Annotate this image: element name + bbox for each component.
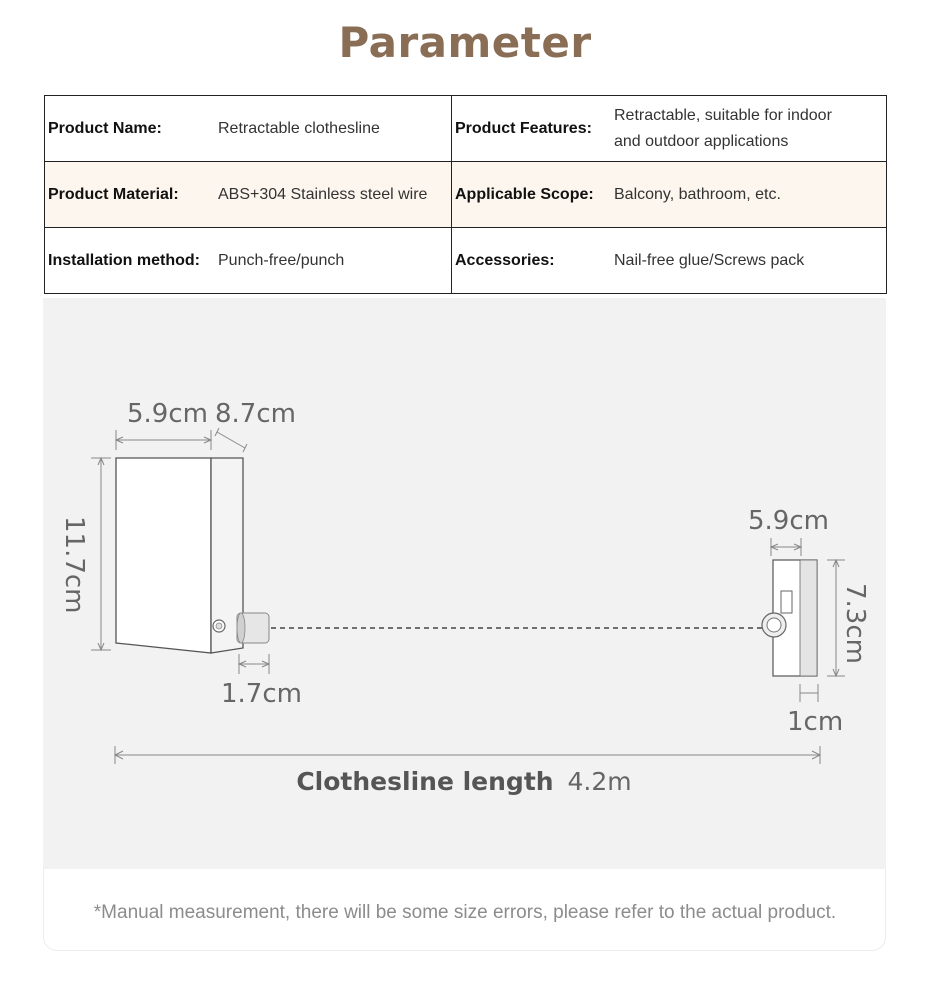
product-features-label: Product Features: bbox=[455, 119, 592, 137]
product-features-line2: and outdoor applications bbox=[614, 132, 789, 150]
table-row bbox=[45, 228, 887, 294]
installation-method-value: Punch-free/punch bbox=[218, 251, 345, 269]
hook-fixture bbox=[762, 560, 817, 676]
main-depth-label: 8.7cm bbox=[215, 399, 296, 429]
accessories-value: Nail-free glue/Screws pack bbox=[614, 251, 805, 269]
measurement-note: *Manual measurement, there will be some size errors, please refer to the actual product. bbox=[93, 902, 837, 923]
knob-width-dimension bbox=[239, 654, 269, 674]
main-width-label: 5.9cm bbox=[127, 399, 208, 429]
product-material-value: ABS+304 Stainless steel wire bbox=[218, 185, 428, 203]
length-caption: Clothesline length bbox=[296, 767, 554, 796]
table-cell bbox=[452, 162, 887, 228]
hook-width-dimension bbox=[771, 538, 801, 556]
table-cell bbox=[452, 228, 887, 294]
product-features-value bbox=[614, 103, 832, 155]
main-height-label: 11.7cm bbox=[59, 516, 89, 614]
product-material-label: Product Material: bbox=[48, 185, 179, 203]
retractor-body bbox=[116, 458, 243, 653]
length-value: 4.2m bbox=[567, 767, 632, 796]
table-cell bbox=[45, 162, 452, 228]
hook-width-label: 5.9cm bbox=[748, 506, 829, 536]
installation-method-label: Installation method: bbox=[48, 251, 200, 269]
hook-depth-dimension bbox=[800, 684, 818, 702]
table-cell bbox=[452, 96, 887, 162]
main-height-dimension bbox=[91, 458, 111, 650]
table-cell bbox=[45, 228, 452, 294]
applicable-scope-label: Applicable Scope: bbox=[455, 185, 594, 203]
product-name-label: Product Name: bbox=[48, 119, 162, 137]
table-row bbox=[45, 96, 887, 162]
retractor-knob bbox=[237, 613, 269, 643]
page-title: Parameter bbox=[338, 18, 592, 67]
dimension-diagram bbox=[43, 298, 886, 868]
main-depth-dimension bbox=[215, 428, 247, 452]
product-features-line1: Retractable, suitable for indoor bbox=[614, 106, 832, 124]
main-width-dimension bbox=[116, 430, 211, 450]
clothesline-length-label bbox=[296, 767, 631, 796]
accessories-label: Accessories: bbox=[455, 251, 555, 269]
clothesline-length-dimension bbox=[115, 746, 820, 764]
knob-width-label: 1.7cm bbox=[221, 679, 302, 709]
applicable-scope-value: Balcony, bathroom, etc. bbox=[614, 185, 781, 203]
table-row bbox=[45, 162, 887, 228]
table-cell bbox=[45, 96, 452, 162]
product-name-value: Retractable clothesline bbox=[218, 119, 380, 137]
hook-depth-label: 1cm bbox=[787, 707, 844, 737]
hook-height-label: 7.3cm bbox=[840, 583, 870, 664]
parameter-table bbox=[44, 95, 887, 294]
